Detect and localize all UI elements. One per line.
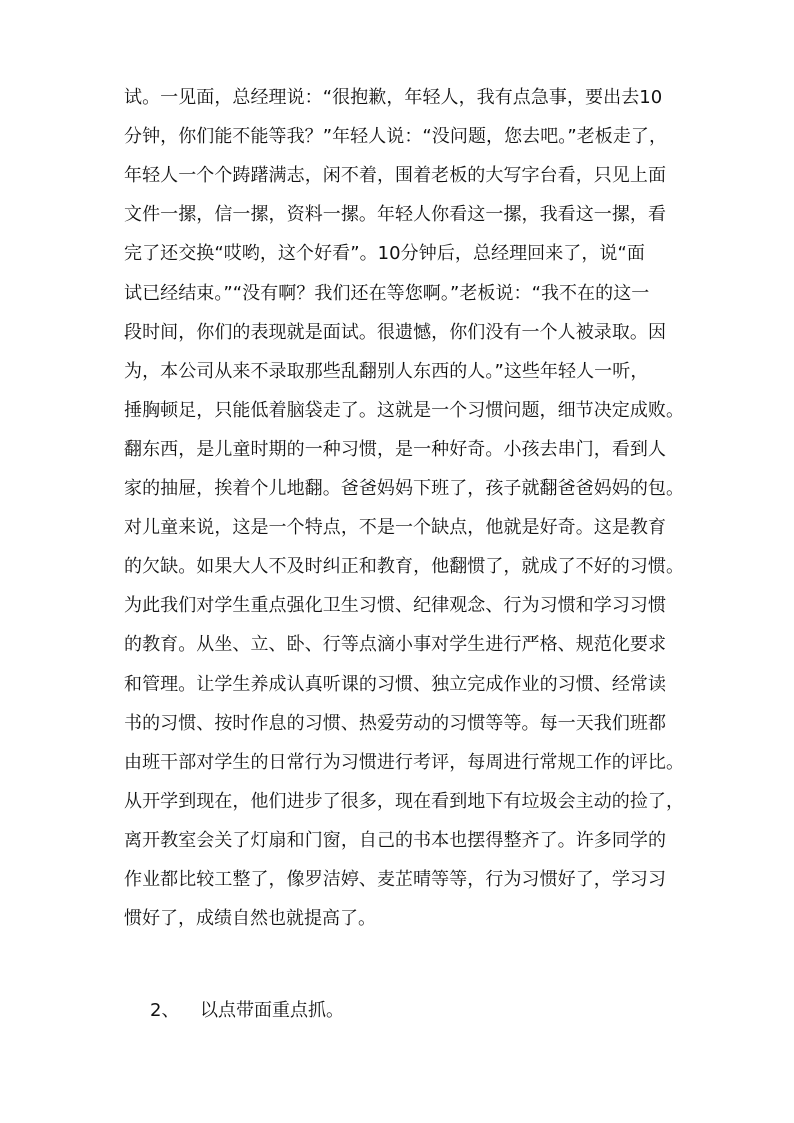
text-line: 对儿童来说，这是一个特点，不是一个缺点，他就是好奇。这是教育 (124, 517, 667, 539)
text-line: 家的抽屉，挨着个儿地翻。爸爸妈妈下班了，孩子就翻爸爸妈妈的包。 (124, 478, 685, 499)
text-line: 书的习惯、按时作息的习惯、热爱劳动的习惯等等。每一天我们班都 (124, 712, 667, 734)
text-line: 翻东西，是儿童时期的一种习惯，是一种好奇。小孩去串门，看到人 (124, 438, 667, 460)
text-line: 惯好了，成绩自然也就提高了。 (124, 908, 376, 930)
text-line: 的欠缺。如果大人不及时纠正和教育，他翻惯了，就成了不好的习惯。 (124, 556, 685, 578)
text-line: 试。一见面，总经理说：“很抱歉，年轻人，我有点急事，要出去10 (124, 87, 663, 108)
text-line: 分钟，你们能不能等我？”年轻人说：“没问题，您去吧。”老板走了， (124, 126, 668, 148)
text-line: 文件一摞，信一摞，资料一摞。年轻人你看这一摞，我看这一摞，看 (124, 204, 667, 226)
list-item-2 (150, 1001, 344, 1021)
text-line: 捶胸顿足，只能低着脑袋走了。这就是一个习惯问题，细节决定成败。 (124, 399, 685, 421)
list-item-text: 以点带面重点抓。 (200, 1000, 344, 1021)
text-line: 试已经结束。”“没有啊？我们还在等您啊。”老板说：“我不在的这一 (124, 282, 650, 304)
text-line: 作业都比较工整了，像罗洁婷、麦芷晴等等，行为习惯好了，学习习 (124, 869, 667, 890)
text-line: 从开学到现在，他们进步了很多，现在看到地下有垃圾会主动的捡了， (124, 790, 685, 812)
text-line: 段时间，你们的表现就是面试。很遗憾，你们没有一个人被录取。因 (124, 321, 667, 343)
text-line: 年轻人一个个踌躇满志，闲不着，围着老板的大写字台看，只见上面 (124, 165, 667, 187)
text-line: 和管理。让学生养成认真听课的习惯、独立完成作业的习惯、经常读 (124, 673, 667, 695)
text-line: 为，本公司从来不录取那些乱翻别人东西的人。”这些年轻人一听， (124, 360, 649, 382)
text-line: 为此我们对学生重点强化卫生习惯、纪律观念、行为习惯和学习习惯 (124, 595, 667, 617)
text-line: 的教育。从坐、立、卧、行等点滴小事对学生进行严格、规范化要求 (124, 634, 667, 656)
text-line: 离开教室会关了灯扇和门窗，自己的书本也摆得整齐了。许多同学的 (124, 829, 667, 851)
list-item-number: 2、 (150, 1000, 180, 1021)
text-line: 完了还交换“哎哟，这个好看”。10分钟后，总经理回来了，说“面 (124, 243, 645, 265)
text-line: 由班干部对学生的日常行为习惯进行考评，每周进行常规工作的评比。 (124, 751, 685, 773)
